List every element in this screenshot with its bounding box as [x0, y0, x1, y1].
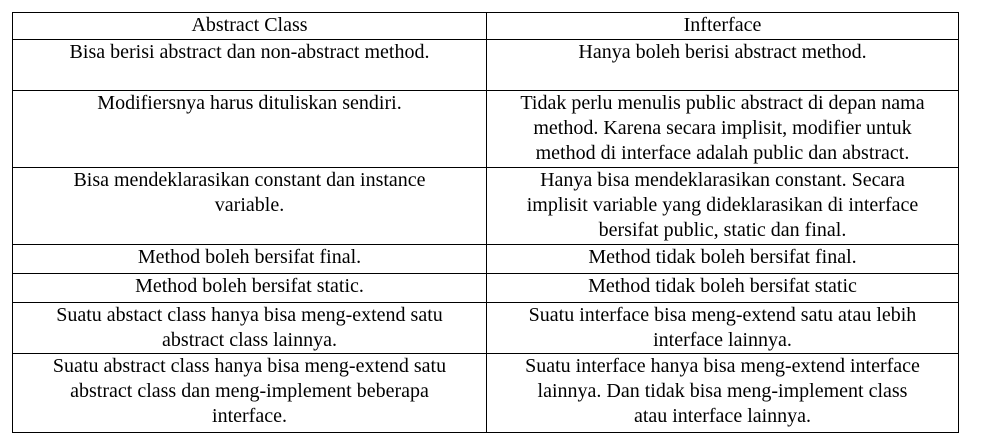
cell-abstract-class: Method boleh bersifat static. — [13, 274, 487, 303]
table-row — [13, 91, 959, 168]
cell-abstract-class: Suatu abstact class hanya bisa meng-extend satu abstract class lainnya. — [13, 303, 487, 354]
cell-interface: Suatu interface bisa meng-extend satu atau lebih interface lainnya. — [487, 303, 959, 354]
table-header-row — [13, 13, 959, 40]
cell-abstract-class: Bisa berisi abstract dan non-abstract method. — [13, 40, 487, 91]
table-row — [13, 274, 959, 303]
table-row — [13, 168, 959, 245]
cell-abstract-class: Suatu abstract class hanya bisa meng-extend satu abstract class dan meng-implement beberapa interface. — [13, 354, 487, 433]
cell-interface: Suatu interface hanya bisa meng-extend interface lainnya. Dan tidak bisa meng-implement class atau interface lainnya. — [487, 354, 959, 433]
cell-interface: Hanya bisa mendeklarasikan constant. Secara implisit variable yang dideklarasikan di interface bersifat public, static dan final. — [487, 168, 959, 245]
cell-abstract-class: Bisa mendeklarasikan constant dan instance variable. — [13, 168, 487, 245]
table-row — [13, 245, 959, 274]
header-interface: Infterface — [487, 13, 959, 40]
cell-abstract-class: Method boleh bersifat final. — [13, 245, 487, 274]
comparison-table — [12, 12, 959, 433]
cell-interface: Hanya boleh berisi abstract method. — [487, 40, 959, 91]
header-abstract-class: Abstract Class — [13, 13, 487, 40]
table-row — [13, 354, 959, 433]
cell-abstract-class: Modifiersnya harus dituliskan sendiri. — [13, 91, 487, 168]
cell-interface: Method tidak boleh bersifat final. — [487, 245, 959, 274]
table-row — [13, 303, 959, 354]
cell-interface: Method tidak boleh bersifat static — [487, 274, 959, 303]
cell-interface: Tidak perlu menulis public abstract di depan nama method. Karena secara implisit, modifier untuk method di interface adalah public dan abstract. — [487, 91, 959, 168]
table-row — [13, 40, 959, 91]
